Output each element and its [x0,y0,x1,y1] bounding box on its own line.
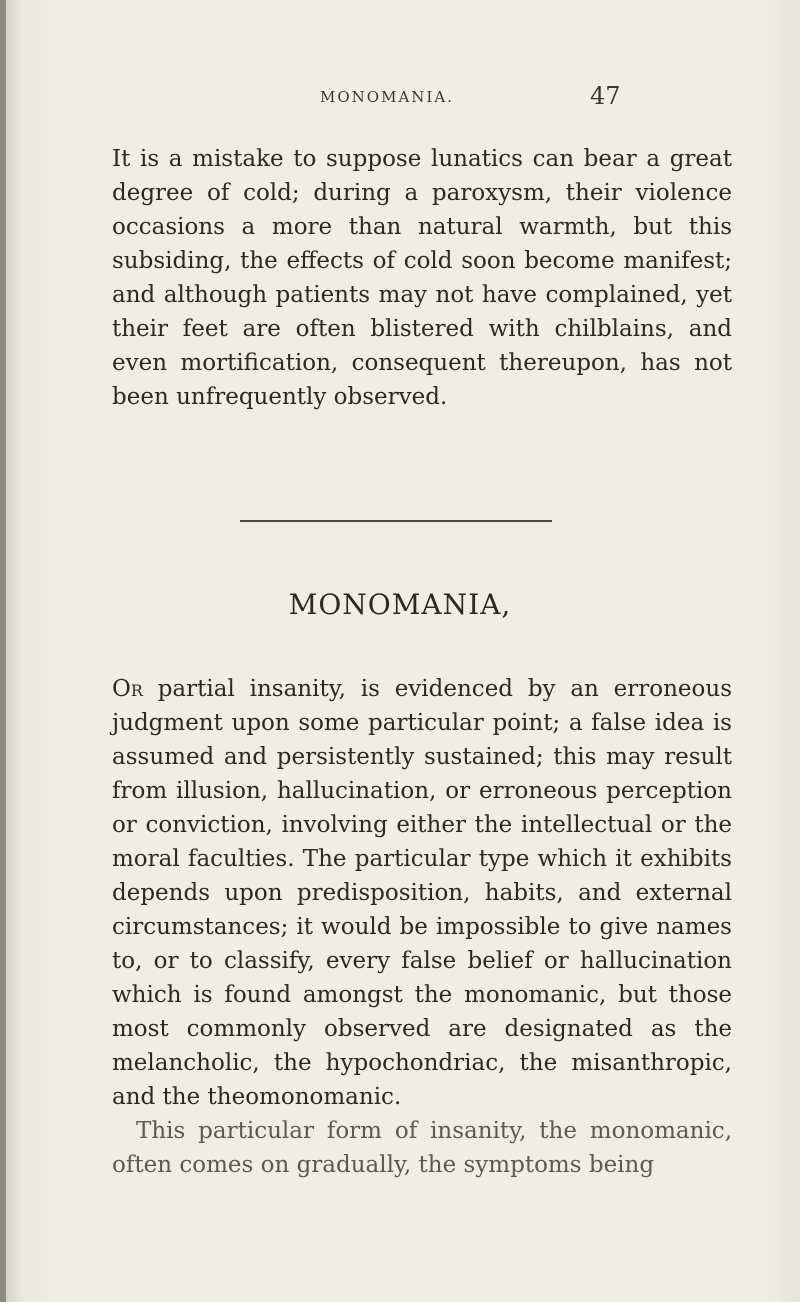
paragraph-cold-text: It is a mistake to suppose lunatics can bear a great degree of cold; during a paroxysm, their violence occasions a more than natural warmth, but this subsiding, the effects of cold soon become manifest; and although patients may not have complained, yet their feet are often blistered with chilblains, and even mortification, consequent thereupon, has not been unfrequently observed. [112,146,732,410]
section-divider [240,520,552,522]
section-heading: MONOMANIA, [288,588,512,621]
paragraph-onset-text: This particular form of insanity, the monomanic, often comes on gradually, the symptoms being [112,1118,732,1178]
paragraph-cold [112,142,732,414]
running-title: MONOMANIA. [320,88,454,106]
page-number: 47 [590,82,621,110]
paragraph-monomania [112,672,732,1182]
page-spine-shadow [0,0,6,1302]
paragraph-lead-word: Or [112,676,143,702]
paragraph-monomanic-onset [112,1114,732,1182]
paragraph-monomania-text: partial insanity, is evidenced by an erroneous judgment upon some particular point; a false idea is assumed and persistently sustained; this may result from illusion, hallucination, or erroneous perception or conviction, involving either the intellectual or the moral faculties. The particular type which it exhibits depends upon predisposition, habits, and external circumstances; it would be impossible to give names to, or to classify, every false belief or hallucination which is found amongst the monomanic, but those most commonly observed are designated as the melancholic, the hypochondriac, the misanthropic, and the theomonomanic. [112,676,732,1110]
